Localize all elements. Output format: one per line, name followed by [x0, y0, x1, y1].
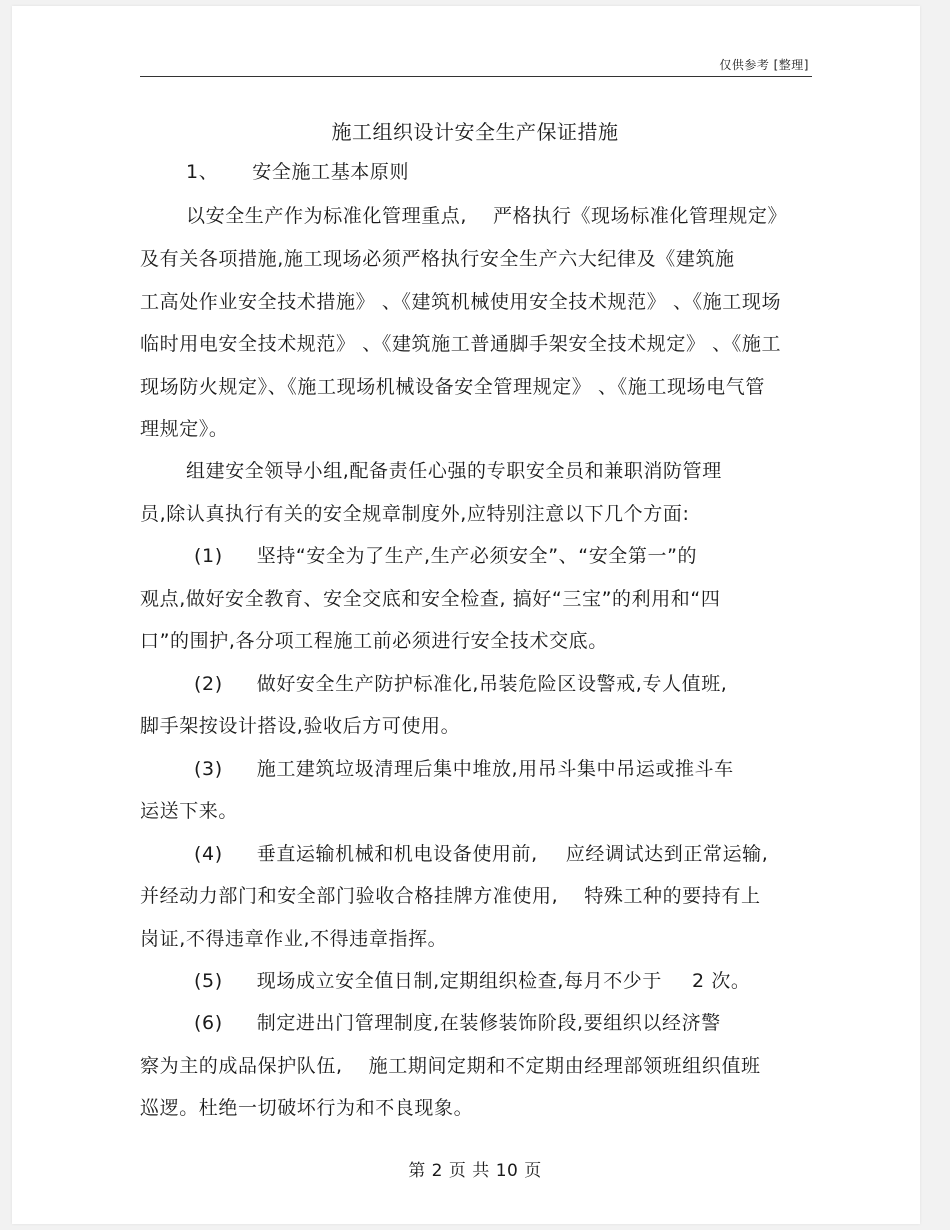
- text-run: 特殊工种的要持有上: [584, 885, 761, 907]
- paragraph-line: 组建安全领导小组,配备责任心强的专职安全员和兼职消防管理: [186, 460, 722, 482]
- paragraph-line: 员,除认真执行有关的安全规章制度外,应特别注意以下几个方面:: [140, 503, 690, 525]
- text-run: 应经调试达到正常运输,: [565, 843, 769, 865]
- text-run: 垂直运输机械和机电设备使用前,: [256, 843, 538, 865]
- paragraph-line: 岗证,不得违章作业,不得违章指挥。: [140, 928, 448, 950]
- list-item: [194, 969, 751, 993]
- paragraph-line: 及有关各项措施,施工现场必须严格执行安全生产六大纪律及《建筑施: [140, 248, 735, 270]
- section-heading: [186, 160, 409, 184]
- paragraph-line: 口”的围护,各分项工程施工前必须进行安全技术交底。: [140, 630, 608, 652]
- paragraph-line: 现场防火规定》、《施工现场机械设备安全管理规定》 、《施工现场电气管: [140, 376, 765, 398]
- paragraph-line: [186, 204, 787, 228]
- text-run: 施工期间定期和不定期由经理部领班组织值班: [368, 1055, 761, 1077]
- paragraph-line: 脚手架按设计搭设,验收后方可使用。: [140, 715, 461, 737]
- paragraph-line: [140, 1054, 761, 1078]
- text-run: 施工建筑垃圾清理后集中堆放,用吊斗集中吊运或推斗车: [256, 758, 734, 780]
- text-run: 现场成立安全值日制,定期组织检查,每月不少于: [256, 970, 662, 992]
- paragraph-line: 观点,做好安全教育、安全交底和安全检查, 搞好“三宝”的利用和“四: [140, 588, 721, 610]
- text-run: 做好安全生产防护标准化,吊装危险区设警戒,专人值班,: [256, 673, 728, 695]
- text-run: 以安全生产作为标准化管理重点,: [186, 205, 468, 227]
- text-run: 2 次。: [692, 970, 751, 992]
- header-note: 仅供参考 [整理]: [719, 58, 809, 72]
- paragraph-line: 巡逻。杜绝一切破坏行为和不良现象。: [140, 1097, 474, 1119]
- text-run: 察为主的成品保护队伍,: [140, 1055, 343, 1077]
- list-item: [194, 544, 697, 568]
- list-item: [194, 1011, 721, 1035]
- text-run: 严格执行《现场标准化管理规定》: [493, 205, 788, 227]
- item-number: (1): [194, 545, 223, 567]
- section-heading-text: 安全施工基本原则: [252, 161, 410, 183]
- list-item: [194, 757, 734, 781]
- paragraph-line: 工高处作业安全技术措施》 、《建筑机械使用安全技术规范》 、《施工现场: [140, 291, 782, 313]
- item-number: (3): [194, 758, 223, 780]
- section-number: 1、: [186, 161, 219, 183]
- document-page: [12, 6, 920, 1224]
- paragraph-line: [140, 884, 761, 908]
- list-item: [194, 672, 727, 696]
- item-number: (4): [194, 843, 223, 865]
- text-run: 制定进出门管理制度,在装修装饰阶段,要组织以经济警: [256, 1012, 721, 1034]
- text-run: 并经动力部门和安全部门验收合格挂牌方准使用,: [140, 885, 559, 907]
- header-rule: [140, 76, 812, 77]
- list-item: [194, 842, 768, 866]
- paragraph-line: 运送下来。: [140, 800, 239, 822]
- item-number: (2): [194, 673, 223, 695]
- item-number: (6): [194, 1012, 223, 1034]
- item-number: (5): [194, 970, 223, 992]
- paragraph-line: 临时用电安全技术规范》 、《建筑施工普通脚手架安全技术规定》 、《施工: [140, 333, 782, 355]
- text-run: 坚持“安全为了生产,生产必须安全”、“安全第一”的: [256, 545, 698, 567]
- paragraph-line: 理规定》。: [140, 418, 229, 440]
- page-footer: 第 2 页 共 10 页: [408, 1161, 542, 1181]
- document-title: 施工组织设计安全生产保证措施: [331, 120, 619, 144]
